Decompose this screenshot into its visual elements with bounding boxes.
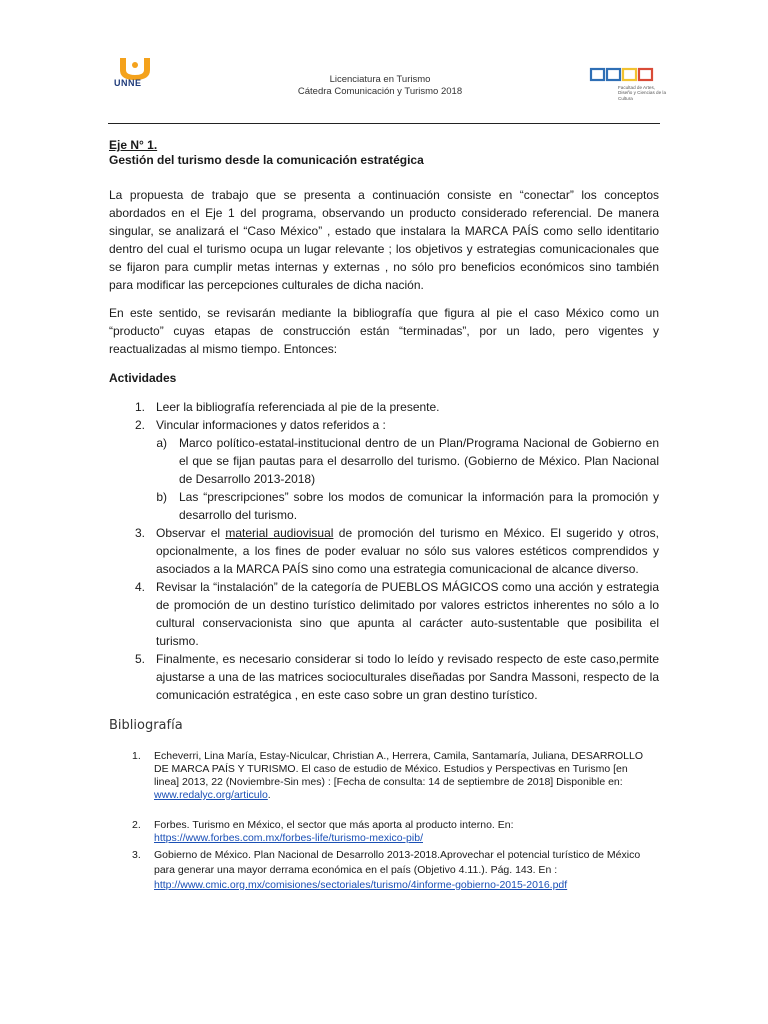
header-line-2: Cátedra Comunicación y Turismo 2018	[297, 86, 463, 97]
list-item: 4. Revisar la “instalación” de la categoría de PUEBLOS MÁGICOS como una acción y estrategia de promoción de un destino turístico delimitado por valores estrictos inherentes no sólo a lo cultural conservacionista sino que apunta al carácter auto-sustentable que posibilita el turismo.	[134, 580, 659, 648]
activity-2: Vincular informaciones y datos referidos a :	[156, 418, 386, 432]
bibliography-item: 1. Echeverri, Lina María, Estay-Niculcar, Christian A., Herrera, Camila, Santamaría, Juliana, DESARROLLO DE MARCA PAÍS Y TURISMO. El caso de estudio de México. Estudios y Perspectivas en Turismo [en linea] 2013, 22 (Noviembre-Sin mes) : [Fecha de consulta: 14 de septiembre de 2018] Disponible en: www.redalyc.org/articulo.	[132, 750, 644, 801]
page-header	[0, 0, 768, 125]
activity-2a: Marco político-estatal-institucional dentro de un Plan/Programa Nacional de Gobierno en el que se fijan pautas para el desarrollo del turismo. (Gobierno de México. Plan Nacional de Desarrollo 2013-2018)	[179, 436, 659, 486]
list-subitem: a) Marco político-estatal-institucional dentro de un Plan/Programa Nacional de Gobierno en el que se fijan pautas para el desarrollo del turismo. (Gobierno de México. Plan Nacional de Desarrollo 2013-2018)	[156, 436, 659, 486]
context-paragraph: En este sentido, se revisarán mediante la bibliografía que figura al pie el caso México como un “producto” cuyas etapas de construcción están “terminadas”, por un lado, pero vigentes y reactualizadas al mismo tiempo. Entonces:	[109, 306, 659, 356]
redalyc-link[interactable]: www.redalyc.org/articulo	[154, 789, 268, 801]
header-line-1: Licenciatura en Turismo	[329, 74, 431, 85]
intro-paragraph: La propuesta de trabajo que se presenta a continuación consiste en “conectar” los conceptos abordados en el Eje 1 del programa, observando un producto considerado referencial. De manera singular, se analizará el “Caso México” , estado que instalara la MARCA PAÍS como sello identitario dentro del cual el turismo ocupa un lugar relevante ; los objetivos y estrategias comunicacionales que se fijaron para cumplir metas internas y externas , no sólo pro beneficios económicos sino también para modificar las percepciones culturales de dicha nación.	[109, 188, 659, 292]
bibliography-list	[132, 750, 652, 893]
unne-label: UNNE	[114, 78, 142, 88]
list-item: 2. Vincular informaciones y datos referidos a :	[109, 416, 659, 434]
cmic-link[interactable]: http://www.cmic.org.mx/comisiones/sectoriales/turismo/4informe-gobierno-2015-2016.pdf	[154, 879, 568, 891]
activities-title: Actividades	[109, 371, 177, 385]
bibliography-title: Bibliografía	[109, 718, 183, 733]
activity-4: Revisar la “instalación” de la categoría de PUEBLOS MÁGICOS como una acción y estrategia de promoción de un destino turístico delimitado por valores estrictos inherentes no sólo a lo cultural conservacionista sino que apunta al carácter auto-sustentable que posibilita el turismo.	[156, 580, 659, 648]
activity-3: Observar el material audiovisual de promoción del turismo en México. El sugerido y otros, opcionalmente, a los fines de poder evaluar no sólo sus valores estéticos comprendidos y asociados a la MARCA PAÍS sino como una estrategia comunicacional de alcance diverso.	[156, 526, 659, 576]
list-subitem: b) Las “prescripciones” sobre los modos de comunicar la información para la promoción y desarrollo del turismo.	[156, 490, 659, 522]
list-item: 1. Leer la bibliografía referenciada al pie de la presente.	[109, 398, 659, 416]
activities-list	[109, 398, 659, 704]
audiovisual-link[interactable]: material audiovisual	[225, 526, 334, 540]
header-title	[230, 74, 530, 98]
eje-title: Eje N° 1.	[109, 138, 158, 152]
faddyd-label: Facultad de Artes, Diseño y Ciencias de la Cultura	[618, 85, 667, 101]
list-item: 5. Finalmente, es necesario considerar si todo lo leído y revisado respecto de este caso,permite ajustarse a una de las matrices socioculturales diseñadas por Sandra Massoni, respecto de la comunicación estratégica , en este caso sobre un gran destino turístico.	[134, 652, 659, 702]
activity-5: Finalmente, es necesario considerar si todo lo leído y revisado respecto de este caso,permite ajustarse a una de las matrices socioculturales diseñadas por Sandra Massoni, respecto de la comunicación estratégica , en este caso sobre un gran destino turístico.	[156, 652, 659, 702]
activity-1: Leer la bibliografía referenciada al pie de la presente.	[156, 400, 440, 414]
main-content	[109, 138, 659, 704]
bibliography-item: 3. Gobierno de México. Plan Nacional de Desarrollo 2013-2018.Aprovechar el potencial turístico de México para generar una mayor derrama económica en el país (Objetivo 4.11.). Pág. 143. En : http://www.cmic.org.mx/comisiones/sectoriales/turismo/4informe-gobierno-2015-2016.pdf	[132, 849, 641, 891]
forbes-link[interactable]: https://www.forbes.com.mx/forbes-life/turismo-mexico-pib/	[154, 832, 423, 844]
header-divider	[108, 123, 660, 124]
list-item: 3. Observar el material audiovisual de promoción del turismo en México. El sugerido y otros, opcionalmente, a los fines de poder evaluar no sólo sus valores estéticos comprendidos y asociados a la MARCA PAÍS sino como una estrategia comunicacional de alcance diverso.	[134, 526, 659, 576]
activity-2b: Las “prescripciones” sobre los modos de comunicar la información para la promoción y desarrollo del turismo.	[179, 490, 659, 522]
eje-subtitle: Gestión del turismo desde la comunicación estratégica	[109, 153, 424, 167]
bibliography-item: 2. Forbes. Turismo en México, el sector que más aporta al producto interno. En: https://www.forbes.com.mx/forbes-life/turismo-mexico-pib/	[132, 819, 514, 844]
